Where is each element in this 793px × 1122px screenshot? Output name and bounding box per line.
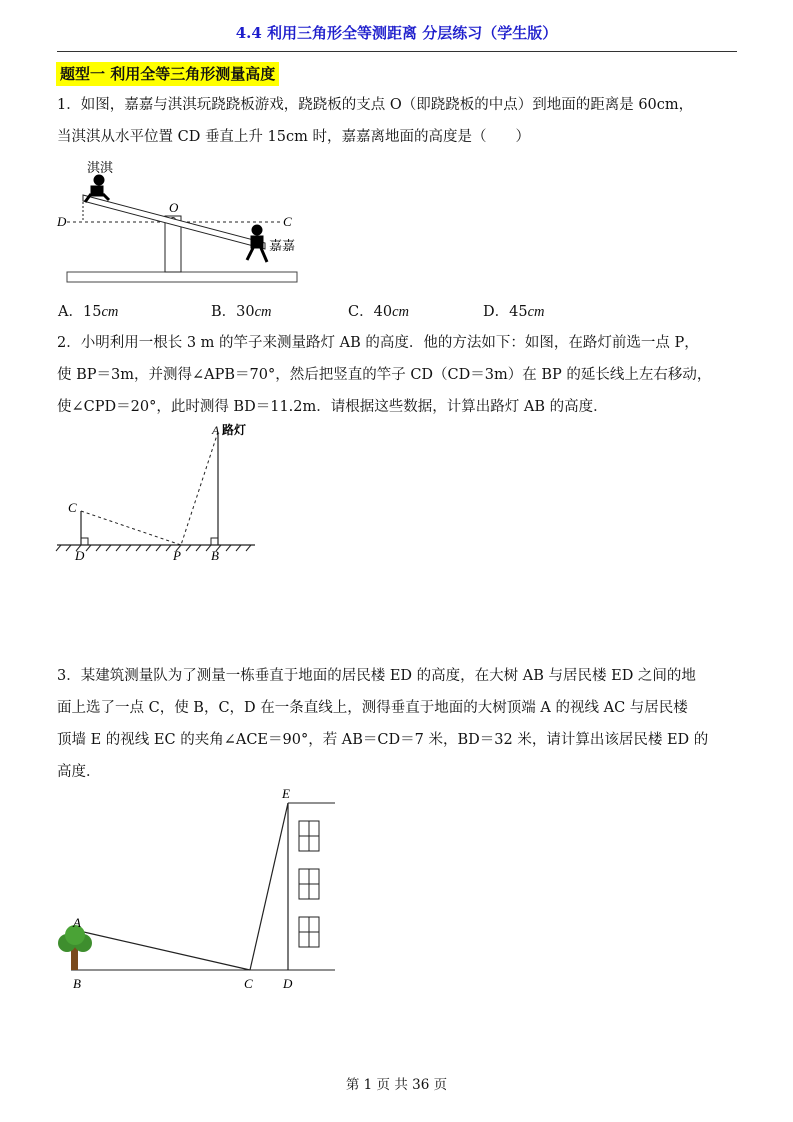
label-a: A [73,915,81,930]
q1-option-d: D．45cm [483,304,545,320]
ground-hatching [56,545,251,551]
sight-line-ac [75,930,250,970]
building-window-1 [299,821,319,851]
page-footer: 第 1 页 共 36 页 [345,1077,448,1093]
label-qiqi: 淇淇 [87,160,114,175]
building-figure [55,785,340,995]
sight-line-ap [181,432,218,545]
q2-line-3: 使∠CPD＝20°，此时测得 BD＝11.2m．请根据这些数据，计算出路灯 AB 的高度． [57,399,608,415]
ground-slab [67,272,297,282]
q1-option-c: C．40cm [348,304,409,320]
label-b: B [73,976,81,991]
label-c: C [244,976,253,991]
building-window-2 [299,869,319,899]
q1-line-2: 当淇淇从水平位置 CD 垂直上升 15cm 时，嘉嘉离地面的高度是（ ） [57,129,530,145]
label-c: C [68,500,77,515]
tree-icon [58,925,92,970]
label-d: D [57,214,67,229]
streetlamp-figure [55,420,260,562]
sight-line-cp [81,511,181,545]
right-angle-b [211,538,218,545]
label-d: D [75,548,85,562]
label-p: P [173,548,181,562]
right-angle-d [81,538,88,545]
label-d: D [283,976,293,991]
q2-line-2: 使 BP＝3m，并测得∠APB＝70°，然后把竖直的竿子 CD（CD＝3m）在 BP 的延长线上左右移动， [57,367,712,383]
q1-option-b: B．30cm [211,304,272,320]
q3-line-2: 面上选了一点 C，使 B，C，D 在一条直线上，测得垂直于地面的大树顶端 A 的视线 AC 与居民楼 [57,700,688,716]
label-e: E [282,786,290,801]
qiqi-figure [85,175,109,202]
label-o: O [169,200,179,215]
q2-line-1: 2．小明利用一根长 3 m 的竿子来测量路灯 AB 的高度．他的方法如下：如图，在路灯前选一点 P， [57,335,699,351]
label-c: C [283,214,292,229]
seesaw-figure [55,158,305,286]
q3-line-4: 高度． [57,764,101,780]
q3-line-3: 顶墙 E 的视线 EC 的夹角∠ACE＝90°，若 AB＝CD＝7 米，BD＝32 米，请计算出该居民楼 ED 的 [57,732,709,748]
q1-option-a: A．15cm [58,304,119,320]
section-title: 题型一 利用全等三角形测量高度 [56,62,279,86]
label-b: B [211,548,219,562]
label-jiajia: 嘉嘉 [269,238,296,253]
label-a: A [212,423,220,437]
q1-line-1: 1．如图，嘉嘉与淇淇玩跷跷板游戏，跷跷板的支点 O（即跷跷板的中点）到地面的距离是 60cm， [57,97,694,113]
header-rule [57,51,737,52]
building-window-3 [299,917,319,947]
q3-line-1: 3．某建筑测量队为了测量一栋垂直于地面的居民楼 ED 的高度，在大树 AB 与居民楼 ED 之间的地 [57,668,696,684]
label-lamp: 路灯 [222,423,247,437]
sight-line-ec [250,803,288,970]
document-header-title: 4.4 利用三角形全等测距离 分层练习（学生版） [235,24,558,42]
